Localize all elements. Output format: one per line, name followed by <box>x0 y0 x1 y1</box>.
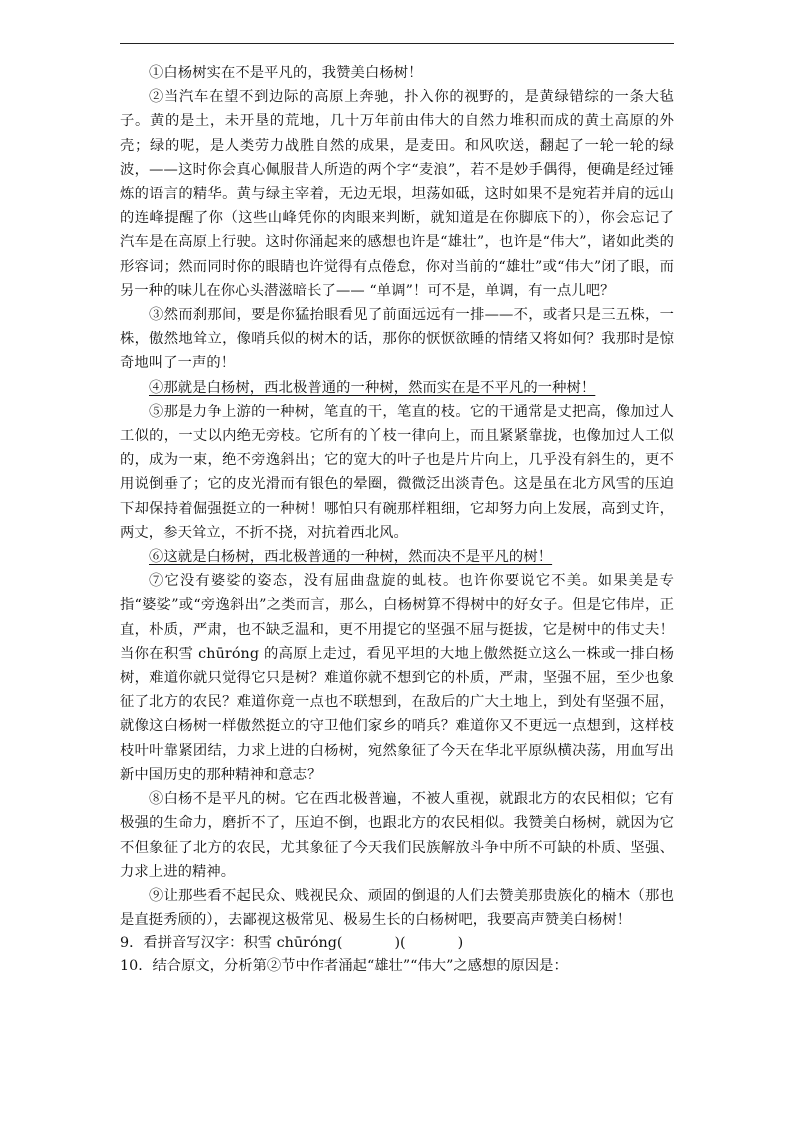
paragraph-9: ⑨让那些看不起民众、贱视民众、顽固的倒退的人们去赞美那贵族化的楠木（那也是直挺秀颀的），去鄙视这极常见、极易生长的白杨树吧，我要高声赞美白杨树！ <box>120 887 674 929</box>
paragraph-6 <box>120 545 674 569</box>
paragraph-4 <box>120 376 674 400</box>
paragraph-3: ③然而刹那间，要是你猛抬眼看见了前面远远有一排——不，或者只是三五株，一株，傲然地耸立，像哨兵似的树木的话，那你的恹恹欲睡的情绪又将如何？我那时是惊奇地叫了一声的！ <box>120 307 674 372</box>
paragraph-5: ⑤那是力争上游的一种树，笔直的干，笔直的枝。它的干通常是丈把高，像加过人工似的，一丈以内绝无旁枝。它所有的丫枝一律向上，而且紧紧靠拢，也像加过人工似的，成为一束，绝不旁逸斜出；它的宽大的叶子也是片片向上，几乎没有斜生的，更不用说倒垂了；它的皮光滑而有银色的晕圈，微微泛出淡青色。这是虽在北方风雪的压迫下却保持着倔强挺立的一种树！哪怕只有碗那样粗细，它却努力向上发展，高到丈许，两丈，参天耸立，不折不挠，对抗着西北风。 <box>120 403 674 541</box>
paragraph-1: ①白杨树实在不是平凡的，我赞美白杨树！ <box>149 65 423 81</box>
header-rule <box>120 43 674 44</box>
question-9-number: 9． <box>120 935 144 952</box>
document-body <box>120 61 674 978</box>
paragraph-8: ⑧白杨不是平凡的树。它在西北极普遍，不被人重视，就跟北方的农民相似；它有极强的生命力，磨折不了，压迫不倒，也跟北方的农民相似。我赞美白杨树，就因为它不但象征了北方的农民，尤其象征了今天我们民族解放斗争中所不可缺的朴质、坚强、力求上进的精神。 <box>120 791 674 880</box>
question-9-mid: )( <box>394 935 406 952</box>
paragraph-7: ⑦它没有婆娑的姿态，没有屈曲盘旋的虬枝。也许你要说它不美。如果美是专指“婆娑”或“旁逸斜出”之类而言，那么，白杨树算不得树中的好女子。但是它伟岸，正直，朴质，严肃，也不缺乏温和，更不用提它的坚强不屈与挺拔，它是树中的伟丈夫！当你在积雪 chūróng 的高原上走过，看见平坦的大地上傲然挺立这么一株或一排白杨树，难道你就只觉得它只是树？难道你就不想到它的朴质，严肃，坚强不屈，至少也象征了北方的农民？难道你竟一点也不联想到，在敌后的广大土地上，到处有坚强不屈，就像这白杨树一样傲然挺立的守卫他们家乡的哨兵？难道你又不更远一点想到，这样枝枝叶叶靠紧团结，力求上进的白杨树，宛然象征了今天在华北平原纵横决荡，用血写出新中国历史的那种精神和意志？ <box>120 573 674 783</box>
question-9-suffix: ) <box>457 935 464 952</box>
paragraph-4-underlined-text: ④那就是白杨树，西北极普通的一种树，然而实在是不平凡的一种树！ <box>149 379 596 396</box>
paragraph-2: ②当汽车在望不到边际的高原上奔驰，扑入你的视野的，是黄绿错综的一条大毡子。黄的是土，未开垦的荒地，几十万年前由伟大的自然力堆积而成的黄土高原的外壳；绿的呢，是人类劳力战胜自然的成果，是麦田。和风吹送，翻起了一轮一轮的绿波，——这时你会真心佩服昔人所造的两个字“麦浪”，若不是妙手偶得，便确是经过锤炼的语言的精华。黄与绿主宰着，无边无垠，坦荡如砥，这时如果不是宛若并肩的远山的连峰提醒了你（这些山峰凭你的肉眼来判断，就知道是在你脚底下的），你会忘记了汽车是在高原上行驶。这时你涌起来的感想也许是“雄壮”，也许是“伟大”，诸如此类的形容词；然而同时你的眼睛也许觉得有点倦怠，你对当前的“雄壮”或“伟大”闭了眼，而另一种的味儿在你心头潜滋暗长了—— “单调”！可不是，单调，有一点儿吧？ <box>120 89 674 299</box>
paragraph-6-underlined-text: ⑥这就是白杨树，西北极普通的一种树，然而决不是平凡的树！ <box>149 549 553 566</box>
question-10-text: 结合原文，分析第②节中作者涌起“雄壮”“伟大”之感想的原因是： <box>152 958 568 975</box>
question-9-prefix: 看拼音写汉字：积雪 chūróng( <box>143 935 343 952</box>
question-9 <box>120 932 674 955</box>
question-10 <box>120 955 674 978</box>
question-10-number: 10． <box>120 958 153 975</box>
